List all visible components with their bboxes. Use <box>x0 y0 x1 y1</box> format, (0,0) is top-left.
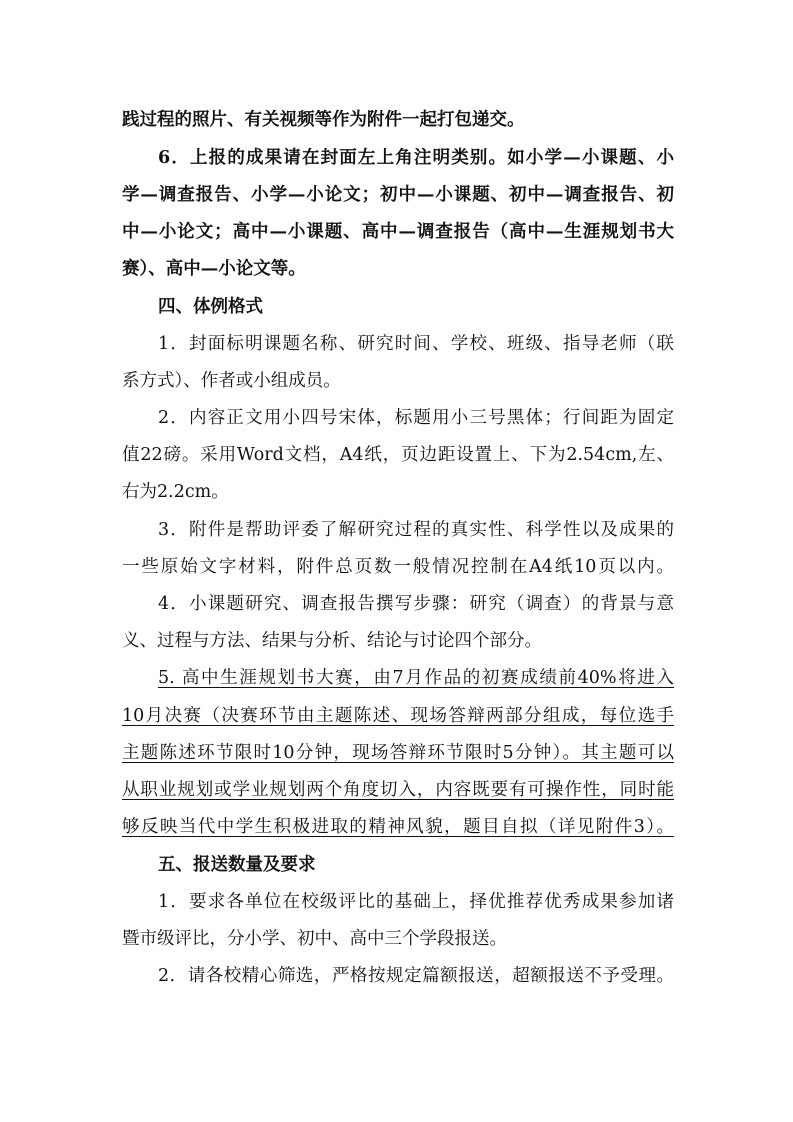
text-line: 6．上报的成果请在封面左上角注明类别。如小学—小课题、小 <box>158 148 674 168</box>
text-line: 暨市级评比，分小学、初中、高中三个学段报送。 <box>122 929 507 949</box>
text-line: 右为2.2cm。 <box>122 482 229 502</box>
section-heading: 五、报送数量及要求 <box>158 855 316 875</box>
text-line: 1．要求各单位在校级评比的基础上，择优推荐优秀成果参加诸 <box>158 892 674 912</box>
text-line: 学—调查报告、小学—小论文；初中—小课题、初中—调查报告、初 <box>122 185 674 205</box>
text-line: 2．请各校精心筛选，严格按规定篇额报送，超额报送不予受理。 <box>158 966 674 986</box>
text-line: 一些原始文字材料，附件总页数一般情况控制在A4纸10页以内。 <box>122 557 674 577</box>
text-line: 中—小论文；高中—小课题、高中—调查报告（高中—生涯规划书大 <box>122 222 674 242</box>
text-line: 1．封面标明课题名称、研究时间、学校、班级、指导老师（联 <box>158 334 674 354</box>
underlined-text-line: 从职业规划或学业规划两个角度切入，内容既要有可操作性，同时能 <box>122 780 674 800</box>
text-line: 践过程的照片、有关视频等作为附件一起打包递交。 <box>122 110 525 130</box>
text-line: 赛）、高中—小论文等。 <box>122 259 306 279</box>
text-line: 系方式）、作者或小组成员。 <box>122 371 341 391</box>
text-line: 4．小课题研究、调查报告撰写步骤：研究（调查）的背景与意 <box>158 594 674 614</box>
section-heading: 四、体例格式 <box>158 297 263 317</box>
text-line: 2．内容正文用小四号宋体，标题用小三号黑体；行间距为固定 <box>158 408 674 428</box>
text-line: 值22磅。采用Word文档，A4纸，页边距设置上、下为2.54cm,左、 <box>122 445 674 465</box>
underlined-text-line: 10月决赛（决赛环节由主题陈述、现场答辩两部分组成，每位选手 <box>122 706 674 726</box>
underlined-text-line: 够反映当代中学生积极进取的精神风貌，题目自拟（详见附件3）。 <box>122 817 674 837</box>
text-line: 3．附件是帮助评委了解研究过程的真实性、科学性以及成果的 <box>158 520 674 540</box>
text-line: 义、过程与方法、结果与分析、结论与讨论四个部分。 <box>122 631 542 651</box>
underlined-text-line: 主题陈述环节限时10分钟，现场答辩环节限时5分钟）。其主题可以 <box>122 743 674 763</box>
underlined-text-line: 5. 高中生涯规划书大赛，由7月作品的初赛成绩前40%将进入 <box>158 668 674 688</box>
